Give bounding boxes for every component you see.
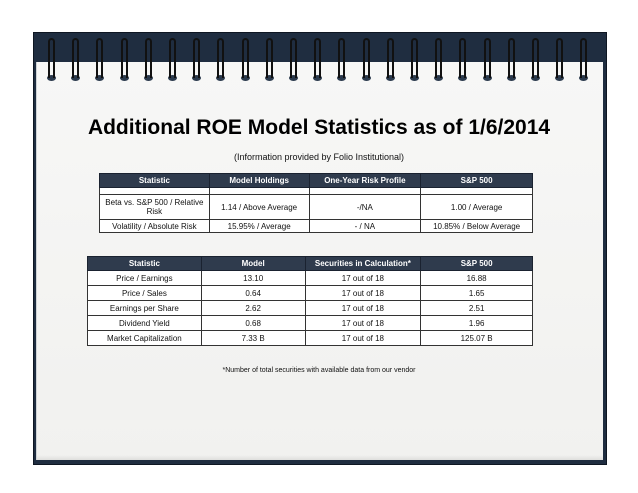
binding-ring — [580, 38, 587, 80]
column-header: Model Holdings — [209, 174, 309, 188]
spiral-binding — [36, 38, 602, 88]
binding-ring — [96, 38, 103, 80]
binding-ring — [435, 38, 442, 80]
binding-ring — [48, 38, 55, 80]
column-header: Securities in Calculation* — [305, 257, 421, 271]
table-cell: Dividend Yield — [88, 316, 202, 331]
binding-ring — [459, 38, 466, 80]
binding-ring — [508, 38, 515, 80]
table-cell: 1.96 — [421, 316, 533, 331]
table-row — [88, 286, 533, 301]
column-header: Statistic — [88, 257, 202, 271]
binding-ring — [217, 38, 224, 80]
table-cell: 17 out of 18 — [305, 271, 421, 286]
binding-ring — [556, 38, 563, 80]
table-cell: 2.51 — [421, 301, 533, 316]
column-header: S&P 500 — [421, 257, 533, 271]
binding-ring — [363, 38, 370, 80]
table-cell: Earnings per Share — [88, 301, 202, 316]
table-cell: 7.33 B — [201, 331, 305, 346]
table-cell: 17 out of 18 — [305, 286, 421, 301]
table-cell: - / NA — [309, 220, 421, 233]
table-row — [88, 301, 533, 316]
table-cell: Market Capitalization — [88, 331, 202, 346]
binding-ring — [338, 38, 345, 80]
footnote: *Number of total securities with available data from our vendor — [222, 367, 416, 374]
table-cell: Beta vs. S&P 500 / Relative Risk — [100, 195, 210, 220]
binding-ring — [290, 38, 297, 80]
binding-ring — [411, 38, 418, 80]
valuation-statistics-table — [87, 256, 533, 346]
table-row — [88, 271, 533, 286]
table-row — [100, 220, 533, 233]
column-header: Statistic — [100, 174, 210, 188]
spacer-row — [100, 188, 533, 195]
table-cell: 13.10 — [201, 271, 305, 286]
page-subtitle: (Information provided by Folio Institutional) — [233, 152, 405, 162]
table-cell: 1.14 / Above Average — [209, 195, 309, 220]
column-header: S&P 500 — [421, 174, 533, 188]
binding-ring — [387, 38, 394, 80]
table-cell: 17 out of 18 — [305, 331, 421, 346]
table-cell: 15.95% / Average — [209, 220, 309, 233]
binding-ring — [242, 38, 249, 80]
binding-ring — [193, 38, 200, 80]
table-cell: Price / Sales — [88, 286, 202, 301]
table-cell: 10.85% / Below Average — [421, 220, 533, 233]
table-row — [88, 331, 533, 346]
binding-ring — [266, 38, 273, 80]
table-cell: 17 out of 18 — [305, 316, 421, 331]
binding-ring — [314, 38, 321, 80]
table-header-row — [100, 174, 533, 188]
table-cell: 16.88 — [421, 271, 533, 286]
binding-ring — [145, 38, 152, 80]
table-cell: Price / Earnings — [88, 271, 202, 286]
table-row — [88, 316, 533, 331]
table-cell: -/NA — [309, 195, 421, 220]
table-cell: 1.00 / Average — [421, 195, 533, 220]
page-title: Additional ROE Model Statistics as of 1/6/2014 — [87, 116, 551, 139]
table-header-row — [88, 257, 533, 271]
risk-statistics-table — [99, 173, 533, 233]
table-cell: 17 out of 18 — [305, 301, 421, 316]
table-cell: 2.62 — [201, 301, 305, 316]
binding-ring — [169, 38, 176, 80]
binding-ring — [121, 38, 128, 80]
table-cell: 0.68 — [201, 316, 305, 331]
table-row — [100, 195, 533, 220]
binding-ring — [484, 38, 491, 80]
table-cell: 0.64 — [201, 286, 305, 301]
table-cell: 125.07 B — [421, 331, 533, 346]
column-header: One-Year Risk Profile — [309, 174, 421, 188]
binding-ring — [532, 38, 539, 80]
table-cell: 1.65 — [421, 286, 533, 301]
column-header: Model — [201, 257, 305, 271]
binding-ring — [72, 38, 79, 80]
table-cell: Volatility / Absolute Risk — [100, 220, 210, 233]
